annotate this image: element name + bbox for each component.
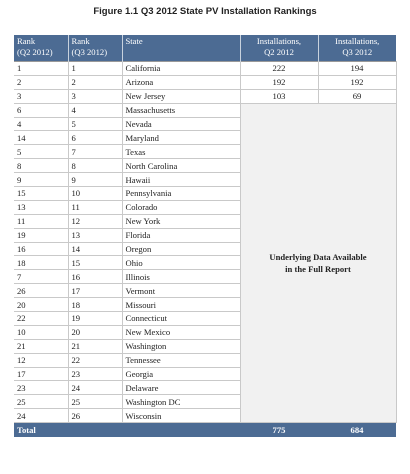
rank-q2-cell: 24: [14, 409, 68, 423]
rank-q3-cell: 5: [68, 117, 122, 131]
rank-q3-cell: 18: [68, 298, 122, 312]
rank-q2-cell: 20: [14, 298, 68, 312]
state-cell: California: [122, 62, 240, 76]
state-cell: Georgia: [122, 367, 240, 381]
rank-q3-cell: 15: [68, 256, 122, 270]
table-row: [14, 62, 396, 76]
state-cell: Oregon: [122, 242, 240, 256]
state-cell: Wisconsin: [122, 409, 240, 423]
rank-q2-cell: 8: [14, 159, 68, 173]
rank-q2-cell: 23: [14, 381, 68, 395]
rank-q3-cell: 26: [68, 409, 122, 423]
table-row: [14, 103, 396, 117]
state-cell: North Carolina: [122, 159, 240, 173]
rank-q2-cell: 6: [14, 103, 68, 117]
rank-q3-cell: 9: [68, 173, 122, 187]
state-cell: Arizona: [122, 75, 240, 89]
state-cell: New Mexico: [122, 325, 240, 339]
state-cell: Pennsylvania: [122, 187, 240, 201]
state-cell: Delaware: [122, 381, 240, 395]
rank-q3-cell: 8: [68, 159, 122, 173]
header-state: State: [122, 35, 240, 62]
table-row: [14, 75, 396, 89]
total-installations-q3: 684: [318, 423, 396, 438]
rank-q2-cell: 11: [14, 214, 68, 228]
state-cell: New Jersey: [122, 89, 240, 103]
rank-q3-cell: 3: [68, 89, 122, 103]
rank-q2-cell: 21: [14, 339, 68, 353]
state-cell: Massachusetts: [122, 103, 240, 117]
state-cell: New York: [122, 214, 240, 228]
state-cell: Colorado: [122, 200, 240, 214]
state-cell: Washington: [122, 339, 240, 353]
state-cell: Tennessee: [122, 353, 240, 367]
header-row: [14, 35, 396, 62]
rank-q3-cell: 22: [68, 353, 122, 367]
header-rank-q3: Rank (Q3 2012): [68, 35, 122, 62]
rank-q2-cell: 10: [14, 325, 68, 339]
rank-q3-cell: 2: [68, 75, 122, 89]
state-cell: Maryland: [122, 131, 240, 145]
installations-q2-cell: 103: [240, 89, 318, 103]
figure-title: Figure 1.1 Q3 2012 State PV Installation Rankings: [93, 6, 317, 17]
state-cell: Illinois: [122, 270, 240, 284]
state-cell: Nevada: [122, 117, 240, 131]
rank-q2-cell: 25: [14, 395, 68, 409]
state-cell: Hawaii: [122, 173, 240, 187]
header-rank-q2: Rank (Q2 2012): [14, 35, 68, 62]
rank-q3-cell: 1: [68, 62, 122, 76]
installations-q3-cell: 192: [318, 75, 396, 89]
state-cell: Connecticut: [122, 312, 240, 326]
rank-q2-cell: 26: [14, 284, 68, 298]
rank-q2-cell: 5: [14, 145, 68, 159]
header-installations-q2: Installations, Q2 2012: [240, 35, 318, 62]
state-cell: Vermont: [122, 284, 240, 298]
rank-q3-cell: 7: [68, 145, 122, 159]
rank-q2-cell: 9: [14, 173, 68, 187]
rank-q3-cell: 25: [68, 395, 122, 409]
rank-q3-cell: 17: [68, 284, 122, 298]
rank-q3-cell: 20: [68, 325, 122, 339]
rank-q2-cell: 13: [14, 200, 68, 214]
rank-q3-cell: 16: [68, 270, 122, 284]
state-cell: Washington DC: [122, 395, 240, 409]
header-installations-q3: Installations, Q3 2012: [318, 35, 396, 62]
rank-q2-cell: 3: [14, 89, 68, 103]
data-available-note: [240, 103, 396, 422]
installations-q2-cell: 222: [240, 62, 318, 76]
table-row: [14, 89, 396, 103]
rank-q2-cell: 4: [14, 117, 68, 131]
rank-q3-cell: 13: [68, 228, 122, 242]
state-cell: Ohio: [122, 256, 240, 270]
rank-q2-cell: 19: [14, 228, 68, 242]
rank-q2-cell: 2: [14, 75, 68, 89]
note-line-1: Underlying Data Available: [269, 251, 367, 262]
rank-q2-cell: 15: [14, 187, 68, 201]
rank-q3-cell: 6: [68, 131, 122, 145]
rank-q2-cell: 18: [14, 256, 68, 270]
rank-q3-cell: 23: [68, 367, 122, 381]
rank-q2-cell: 17: [14, 367, 68, 381]
installations-q3-cell: 69: [318, 89, 396, 103]
rank-q3-cell: 10: [68, 187, 122, 201]
rank-q3-cell: 14: [68, 242, 122, 256]
total-row: [14, 423, 396, 438]
rank-q3-cell: 19: [68, 312, 122, 326]
state-cell: Florida: [122, 228, 240, 242]
rank-q2-cell: 16: [14, 242, 68, 256]
rank-q3-cell: 4: [68, 103, 122, 117]
installations-q2-cell: 192: [240, 75, 318, 89]
state-cell: Missouri: [122, 298, 240, 312]
total-installations-q2: 775: [240, 423, 318, 438]
ranking-table: [14, 35, 397, 437]
rank-q2-cell: 12: [14, 353, 68, 367]
rank-q3-cell: 24: [68, 381, 122, 395]
rank-q2-cell: 7: [14, 270, 68, 284]
rank-q3-cell: 21: [68, 339, 122, 353]
note-line-2: in the Full Report: [285, 263, 351, 274]
installations-q3-cell: 194: [318, 62, 396, 76]
rank-q3-cell: 11: [68, 200, 122, 214]
rank-q3-cell: 12: [68, 214, 122, 228]
total-label: Total: [14, 423, 68, 438]
state-cell: Texas: [122, 145, 240, 159]
rank-q2-cell: 1: [14, 62, 68, 76]
rank-q2-cell: 22: [14, 312, 68, 326]
rank-q2-cell: 14: [14, 131, 68, 145]
table-body: [14, 62, 396, 423]
